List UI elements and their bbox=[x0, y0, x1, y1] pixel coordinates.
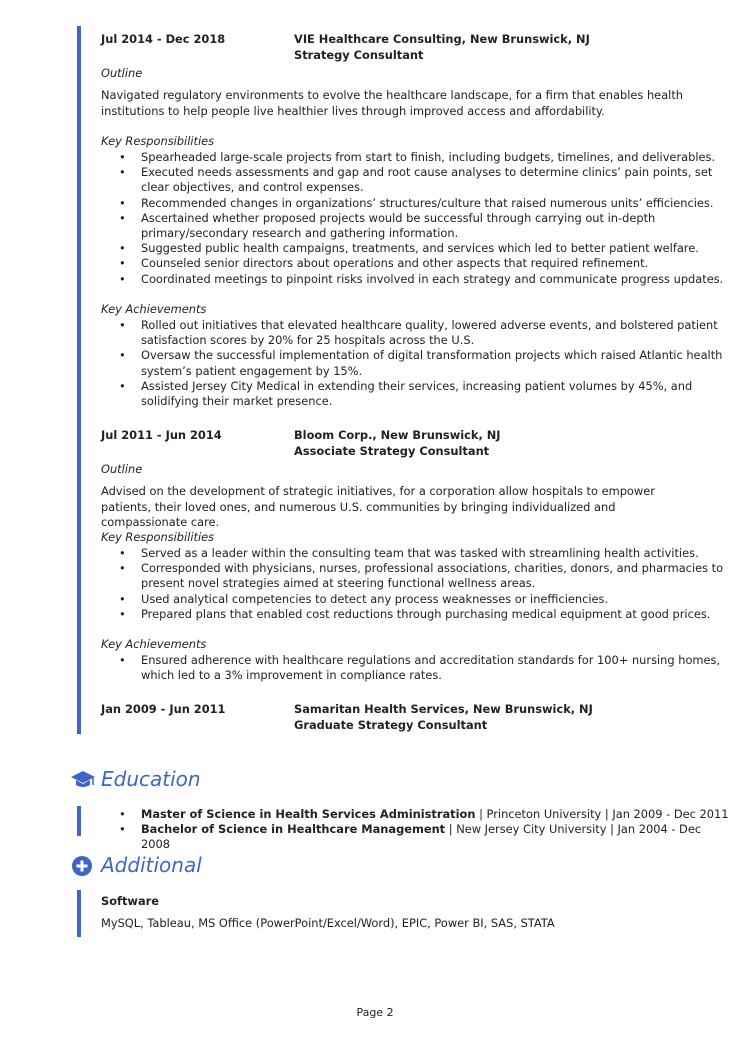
achievements-label: Key Achievements bbox=[101, 302, 207, 316]
page-number: Page 2 bbox=[356, 1006, 394, 1019]
responsibilities-list bbox=[101, 150, 731, 287]
list-item: • Used analytical competencies to detect any process weaknesses or inefficiencies. bbox=[141, 592, 731, 607]
achievements-label: Key Achievements bbox=[101, 637, 207, 651]
list-item: • Rolled out initiatives that elevated healthcare quality, lowered adverse events, and bolstered patient satisfaction scores by 20% for 25 hospitals across the U.S. bbox=[141, 318, 731, 348]
education-item bbox=[141, 807, 731, 822]
list-item: • Corresponded with physicians, nurses, professional associations, charities, donors, and pharmacies to present novel strategies aimed at steering functional wellness areas. bbox=[141, 561, 731, 591]
experience-accent-bar bbox=[77, 26, 81, 734]
job-outline: Navigated regulatory environments to evolve the healthcare landscape, for a firm that enables health institutions to help people live healthier lives through improved access and affordability. bbox=[101, 88, 684, 118]
list-item: • Ascertained whether proposed projects would be successful through carrying out in-depth primary/secondary research and gathering information. bbox=[141, 211, 731, 241]
job-company: Bloom Corp., New Brunswick, NJ bbox=[294, 428, 501, 442]
outline-label: Outline bbox=[101, 66, 143, 80]
job-title: Graduate Strategy Consultant bbox=[294, 717, 488, 732]
list-item: • Executed needs assessments and gap and root cause analyses to determine clinics’ pain points, set clear objectives, and control expenses. bbox=[141, 165, 731, 195]
outline-label: Outline bbox=[101, 462, 143, 476]
list-item: • Assisted Jersey City Medical in extending their services, increasing patient volumes by 45%, and solidifying their market presence. bbox=[141, 379, 731, 409]
software-list: MySQL, Tableau, MS Office (PowerPoint/Excel/Word), EPIC, Power BI, SAS, STATA bbox=[101, 916, 555, 930]
list-item: • Spearheaded large-scale projects from start to finish, including budgets, timelines, and deliverables. bbox=[141, 150, 731, 165]
education-title: Education bbox=[101, 767, 201, 791]
education-item bbox=[141, 822, 731, 852]
additional-accent-bar bbox=[77, 890, 81, 937]
graduation-cap-icon bbox=[70, 770, 96, 793]
list-item: • Suggested public health campaigns, treatments, and services which led to better patient welfare. bbox=[141, 241, 731, 256]
degree: Bachelor of Science in Healthcare Management bbox=[141, 822, 446, 837]
additional-title: Additional bbox=[101, 853, 202, 877]
list-item: • Prepared plans that enabled cost reductions through purchasing medical equipment at good prices. bbox=[141, 607, 731, 622]
list-item: • Recommended changes in organizations’ structures/culture that raised numerous units’ efficiencies. bbox=[141, 196, 731, 211]
achievements-list bbox=[101, 653, 731, 683]
list-item: • Served as a leader within the consulting team that was tasked with streamlining health activities. bbox=[141, 546, 731, 561]
job-title: Associate Strategy Consultant bbox=[294, 443, 490, 458]
responsibilities-list bbox=[101, 546, 731, 622]
job-company: Samaritan Health Services, New Brunswick, NJ bbox=[294, 702, 593, 716]
job-dates: Jul 2011 - Jun 2014 bbox=[101, 428, 222, 442]
list-item: • Coordinated meetings to pinpoint risks involved in each strategy and communicate progress updates. bbox=[141, 272, 731, 287]
education-list bbox=[101, 807, 731, 853]
list-item: • Ensured adherence with healthcare regulations and accreditation standards for 100+ nursing homes, which led to a 3% improvement in compliance rates. bbox=[141, 653, 731, 683]
achievements-list bbox=[101, 318, 731, 409]
responsibilities-label: Key Responsibilities bbox=[101, 134, 215, 148]
degree: Master of Science in Health Services Administration bbox=[141, 807, 476, 821]
list-item: • Counseled senior directors about operations and other aspects that required refinement. bbox=[141, 256, 731, 271]
responsibilities-label: Key Responsibilities bbox=[101, 530, 215, 544]
education-accent-bar bbox=[77, 806, 81, 836]
software-label: Software bbox=[101, 894, 159, 908]
list-item: • Oversaw the successful implementation of digital transformation projects which raised Atlantic health system’s patient engagement by 15%. bbox=[141, 348, 731, 378]
job-dates: Jan 2009 - Jun 2011 bbox=[101, 702, 226, 716]
job-dates: Jul 2014 - Dec 2018 bbox=[101, 32, 226, 46]
job-title: Strategy Consultant bbox=[294, 47, 424, 62]
job-company: VIE Healthcare Consulting, New Brunswick, NJ bbox=[294, 32, 590, 46]
plus-circle-icon bbox=[71, 855, 93, 880]
degree-details: | Princeton University | Jan 2009 - Dec 2011 bbox=[475, 807, 729, 821]
degree-details: | New Jersey City University | Jan 2004 - Dec 2008 bbox=[141, 822, 702, 852]
job-outline: Advised on the development of strategic initiatives, for a corporation allow hospitals to empower patients, their loved ones, and numerous U.S. communities by bringing individualized and compassionate care. bbox=[101, 484, 655, 529]
